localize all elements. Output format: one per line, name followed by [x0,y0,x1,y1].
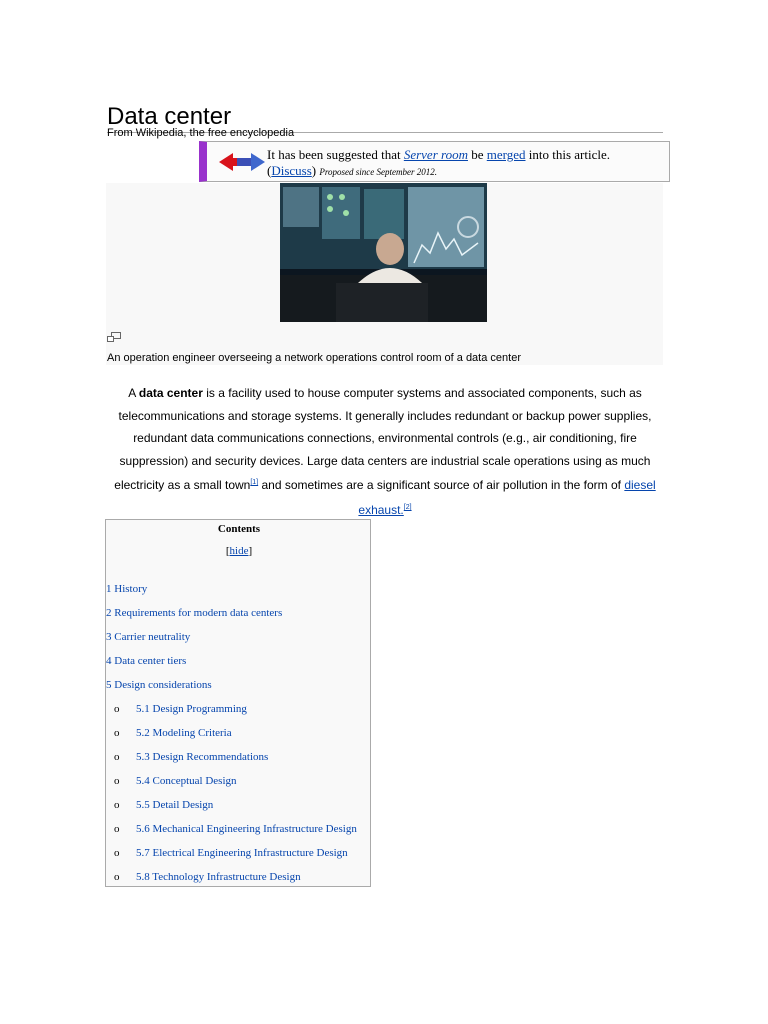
merge-arrows-icon [213,148,267,176]
enlarge-icon[interactable] [107,332,121,342]
toc-subitem [114,799,213,811]
ref-1-link[interactable]: [1] [250,479,259,487]
toc-item-data-center-tiers[interactable]: 4 Data center tiers [106,655,187,667]
merge-text-before: It has been suggested that [267,147,401,162]
server-room-link[interactable]: Server room [403,147,468,162]
intro-paragraph [107,382,663,522]
intro-text-1: is a facility used to house computer systems and associated components, such as telecommunications and storage systems. It generally includes redundant or backup power supplies, redundant data communications connections, environmental controls (e.g., air conditioning, fire suppression) and security devices. Large data centers are industrial scale operations using as much electricity as a small town [114,386,652,493]
toc-bullet: o [114,775,120,787]
merge-text-mid: be [471,147,484,162]
toc-subitem [114,751,268,763]
toc-bullet: o [114,751,120,763]
toc-subitem [114,847,348,859]
intro-bold-term: data center [138,386,203,400]
toc-hide-open-bracket: [ [225,545,230,557]
toc-bullet: o [114,799,120,811]
figure-thumbnail [106,183,663,365]
merged-link[interactable]: merged [486,147,526,162]
toc-bullet: o [114,871,120,883]
page-tagline: From Wikipedia, the free encyclopedia [107,127,295,139]
intro-article: A [128,386,136,400]
toc-hide-link[interactable]: hide [229,545,249,557]
toc-hide-close-bracket: ] [248,545,253,557]
table-of-contents [105,519,371,887]
toc-subitem-link[interactable]: 5.1 Design Programming [136,703,247,715]
toc-bullet: o [114,703,120,715]
toc-subitem-link[interactable]: 5.2 Modeling Criteria [136,727,232,739]
toc-subitem [114,703,247,715]
toc-subitem [114,727,232,739]
toc-bullet: o [114,727,120,739]
toc-bullet: o [114,823,120,835]
discuss-open-paren: ( [267,163,272,178]
figure-caption: An operation engineer overseeing a network operations control room of a data center [107,352,521,364]
toc-subitem [114,823,357,835]
merge-notice-text [267,147,610,180]
ref-2-link[interactable]: [2] [403,503,412,511]
toc-subitem [114,871,301,883]
merge-notice [199,141,670,182]
toc-subitem-link[interactable]: 5.4 Conceptual Design [136,775,237,787]
toc-item-requirements[interactable]: 2 Requirements for modern data centers [106,607,283,619]
merge-text-after: into this article. [528,147,610,162]
toc-item-carrier-neutrality[interactable]: 3 Carrier neutrality [106,631,191,643]
toc-subitem-link[interactable]: 5.7 Electrical Engineering Infrastructure Design [136,847,348,859]
diesel-exhaust-link[interactable]: diesel exhaust. [358,478,656,517]
control-room-photo[interactable] [280,183,487,322]
proposed-date: Proposed since September 2012. [319,167,438,177]
toc-bullet: o [114,847,120,859]
toc-subitem-link[interactable]: 5.6 Mechanical Engineering Infrastructure Design [136,823,357,835]
toc-item-history[interactable]: 1 History [106,583,148,595]
toc-subitem-link[interactable]: 5.5 Detail Design [136,799,214,811]
discuss-link[interactable]: Discuss [271,163,312,178]
toc-hide-toggle [106,545,372,557]
toc-title: Contents [217,523,261,535]
page-title: Data center [107,102,663,133]
toc-subitem-link[interactable]: 5.8 Technology Infrastructure Design [136,871,301,883]
toc-subitem-link[interactable]: 5.3 Design Recommendations [136,751,269,763]
intro-text-2: and sometimes are a significant source of air pollution in the form of [261,478,621,493]
toc-subitem [114,775,237,787]
discuss-close-paren: ) [311,163,317,178]
toc-item-design-considerations[interactable]: 5 Design considerations [106,679,212,691]
